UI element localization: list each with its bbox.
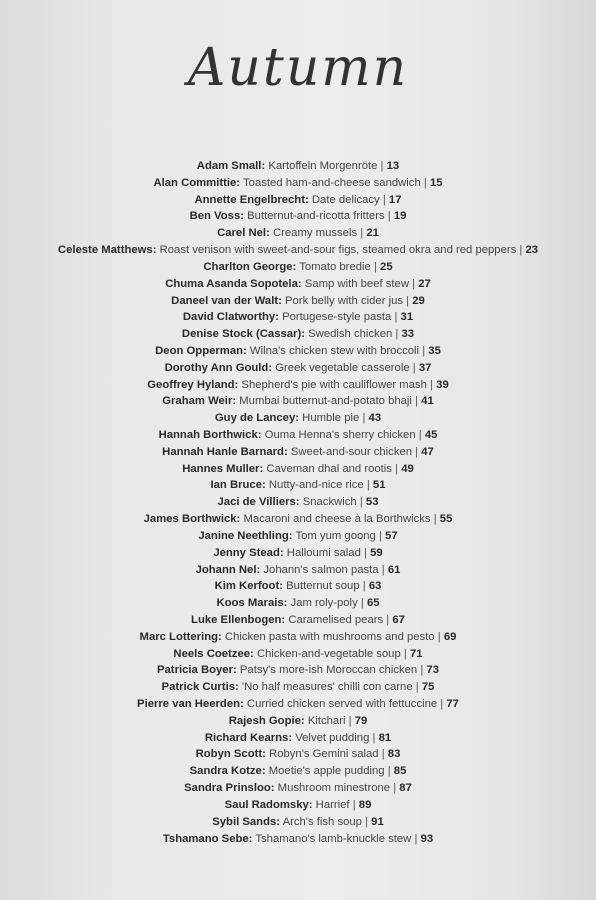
- list-item: [8, 393, 588, 410]
- separator: |: [417, 664, 427, 677]
- recipe-title: Sweet-and-sour chicken: [290, 445, 413, 458]
- recipe-title: Swedish chicken: [308, 328, 393, 341]
- recipe-title: Butternut soup: [286, 580, 360, 593]
- separator: |: [360, 546, 371, 559]
- separator: |: [361, 815, 372, 828]
- recipe-title: Roast venison with sweet-and-sour figs, steamed okra and red peppers: [159, 244, 517, 257]
- separator: |: [359, 412, 369, 425]
- separator: |: [377, 160, 387, 172]
- list-item: [8, 545, 588, 562]
- list-item: [8, 814, 588, 831]
- separator: |: [383, 613, 393, 626]
- contributor-name: Daneel van der Walt:: [171, 294, 282, 307]
- separator: |: [369, 731, 379, 744]
- page-number: 81: [378, 731, 392, 744]
- list-item: [8, 427, 588, 444]
- recipe-title: Wilna's chicken stew with broccoli: [249, 344, 420, 357]
- page-number: 71: [409, 647, 423, 660]
- separator: |: [434, 630, 444, 643]
- separator: |: [370, 260, 381, 273]
- separator: |: [430, 513, 440, 526]
- contributor-name: Sandra Kotze:: [189, 765, 266, 778]
- separator: |: [378, 563, 388, 576]
- page-number: 67: [392, 613, 405, 626]
- recipe-title: Chicken-and-vegetable soup: [256, 647, 401, 660]
- contributor-name: Janine Neethling:: [198, 529, 293, 542]
- recipe-title: Portugese-style pasta: [282, 311, 392, 324]
- list-item: [8, 562, 588, 579]
- contributor-name: Dorothy Ann Gould:: [164, 361, 273, 374]
- list-item: [8, 242, 588, 259]
- page-number: 49: [401, 462, 414, 475]
- page-number: 37: [418, 361, 432, 374]
- page-number: 63: [368, 580, 382, 593]
- separator: |: [345, 714, 355, 727]
- page-number: 43: [368, 412, 382, 425]
- list-item: [8, 259, 588, 276]
- contributor-name: Kim Kerfoot:: [214, 580, 283, 593]
- recipe-title: Nutty-and-nice rice: [268, 479, 364, 492]
- separator: |: [400, 647, 410, 660]
- contributor-name: Adam Small:: [196, 160, 266, 172]
- page-number: 45: [424, 429, 438, 441]
- recipe-title: Date delicacy: [311, 193, 380, 206]
- separator: |: [349, 798, 359, 811]
- recipe-title: Mumbai butternut-and-potato bhaji: [239, 395, 412, 408]
- list-item: [8, 293, 588, 310]
- page-number: 55: [439, 513, 453, 526]
- recipe-title: Jam roly-poly: [290, 597, 358, 610]
- page-number: 87: [399, 782, 412, 795]
- separator: |: [391, 311, 401, 324]
- contributor-name: Luke Ellenbogen:: [191, 613, 286, 626]
- recipe-index-list: [8, 158, 588, 847]
- contributor-name: Neels Coetzee:: [173, 647, 254, 660]
- page-number: 77: [446, 698, 459, 710]
- page-number: 47: [421, 445, 434, 458]
- recipe-title: Macaroni and cheese à la Borthwicks: [243, 513, 431, 526]
- page-number: 89: [358, 798, 372, 811]
- recipe-title: Mushroom minestrone: [277, 782, 391, 795]
- separator: |: [412, 445, 422, 458]
- contributor-name: Sandra Prinsloo:: [184, 782, 275, 795]
- contributor-name: Annette Engelbrecht:: [194, 193, 309, 206]
- page-number: 33: [401, 328, 415, 341]
- separator: |: [359, 580, 369, 593]
- contributor-name: Robyn Scott:: [195, 748, 266, 761]
- separator: |: [357, 227, 367, 240]
- list-item: [8, 477, 588, 494]
- contributor-name: Sybil Sands:: [212, 815, 281, 828]
- page-number: 79: [354, 714, 368, 727]
- list-item: [8, 276, 588, 293]
- list-item: [8, 158, 588, 175]
- recipe-title: Patsy's more-ish Moroccan chicken: [239, 664, 418, 677]
- recipe-title: Johann's salmon pasta: [263, 563, 379, 576]
- separator: |: [409, 361, 419, 374]
- contributor-name: Denise Stock (Cassar):: [181, 328, 305, 341]
- contributor-name: Marc Lottering:: [139, 630, 222, 643]
- list-item: [8, 595, 588, 612]
- page-number: 85: [393, 765, 407, 778]
- list-item: [8, 225, 588, 242]
- page-number: 57: [385, 529, 398, 542]
- list-item: [8, 309, 588, 326]
- list-item: [8, 192, 588, 209]
- page-number: 65: [366, 597, 380, 610]
- contributor-name: Graham Weir:: [162, 395, 237, 408]
- page-number: 17: [388, 193, 402, 206]
- page-number: 21: [366, 227, 379, 240]
- contributor-name: David Clatworthy:: [182, 311, 279, 324]
- separator: |: [403, 294, 413, 307]
- recipe-title: Caramelised pears: [288, 613, 384, 626]
- list-item: [8, 646, 588, 663]
- page-number: 41: [421, 395, 434, 408]
- contributor-name: Carel Nel:: [217, 227, 270, 240]
- recipe-title: 'No half measures' chilli con carne: [241, 681, 413, 694]
- list-item: [8, 578, 588, 595]
- separator: |: [437, 698, 447, 710]
- page-number: 91: [371, 815, 384, 828]
- contributor-name: Hannes Muller:: [182, 462, 264, 475]
- recipe-title: Kartoffeln Morgenröte: [268, 160, 378, 172]
- recipe-title: Moetie's apple pudding: [268, 765, 385, 778]
- separator: |: [516, 244, 526, 257]
- page-title: Autumn: [187, 38, 409, 98]
- recipe-title: Samp with beef stew: [304, 277, 409, 290]
- page-number: 39: [436, 378, 449, 391]
- list-item: [8, 713, 588, 730]
- separator: |: [384, 765, 394, 778]
- recipe-title: Tom yum goong: [295, 529, 376, 542]
- page-number: 31: [400, 311, 414, 324]
- recipe-title: Robyn's Gemini salad: [269, 748, 379, 761]
- list-item: [8, 528, 588, 545]
- separator: |: [357, 597, 367, 610]
- recipe-title: Tshamano's lamb-knuckle stew: [255, 832, 412, 845]
- separator: |: [356, 496, 366, 509]
- list-item: [8, 494, 588, 511]
- page-number: 13: [386, 160, 400, 172]
- list-item: [8, 679, 588, 696]
- contributor-name: Jaci de Villiers:: [217, 496, 300, 509]
- list-item: [8, 326, 588, 343]
- contributor-name: Pierre van Heerden:: [137, 698, 244, 710]
- separator: |: [384, 210, 394, 223]
- list-item: [8, 780, 588, 797]
- recipe-title: Caveman dhal and rootis: [266, 462, 392, 475]
- recipe-title: Harrief: [315, 798, 350, 811]
- separator: |: [409, 277, 419, 290]
- separator: |: [375, 529, 386, 542]
- page-number: 27: [418, 277, 431, 290]
- page-number: 19: [393, 210, 407, 223]
- contributor-name: James Borthwick:: [143, 513, 241, 526]
- recipe-title: Ouma Henna's sherry chicken: [264, 429, 416, 441]
- page-number: 69: [443, 630, 457, 643]
- list-item: [8, 612, 588, 629]
- contributor-name: Tshamano Sebe:: [162, 832, 253, 845]
- list-item: [8, 696, 588, 713]
- list-item: [8, 360, 588, 377]
- page-number: 35: [428, 344, 441, 357]
- recipe-title: Toasted ham-and-cheese sandwich: [243, 176, 421, 189]
- recipe-title: Tomato bredie: [299, 260, 371, 273]
- contributor-name: Hannah Hanle Barnard:: [162, 445, 288, 458]
- separator: |: [426, 378, 437, 391]
- separator: |: [419, 344, 429, 357]
- page-number: 15: [429, 176, 443, 189]
- recipe-title: Creamy mussels: [272, 227, 358, 240]
- recipe-title: Chicken pasta with mushrooms and pesto: [224, 630, 435, 643]
- contributor-name: Deon Opperman:: [155, 344, 247, 357]
- separator: |: [391, 462, 402, 475]
- separator: |: [420, 176, 430, 189]
- list-item: [8, 377, 588, 394]
- contributor-name: Ben Voss:: [189, 210, 244, 223]
- recipe-title: Snackwich: [302, 496, 357, 509]
- list-item: [8, 410, 588, 427]
- separator: |: [378, 748, 388, 761]
- recipe-title: Velvet pudding: [295, 731, 370, 744]
- contributor-name: Celeste Matthews:: [57, 244, 157, 257]
- separator: |: [390, 782, 400, 795]
- page-number: 23: [525, 244, 539, 257]
- separator: |: [392, 328, 402, 341]
- page-number: 59: [370, 546, 383, 559]
- contributor-name: Rajesh Gopie:: [228, 714, 305, 727]
- contributor-name: Patricia Boyer:: [156, 664, 237, 677]
- recipe-title: Arch's fish soup: [282, 815, 362, 828]
- page-number: 83: [387, 748, 401, 761]
- contributor-name: Ian Bruce:: [210, 479, 266, 492]
- contributor-name: Jenny Stead:: [213, 546, 284, 559]
- contributor-name: Charlton George:: [203, 260, 297, 273]
- contributor-name: Guy de Lancey:: [214, 412, 300, 425]
- separator: |: [412, 681, 422, 694]
- list-item: [8, 746, 588, 763]
- contributor-name: Alan Committie:: [153, 176, 241, 189]
- page-number: 73: [426, 664, 439, 677]
- list-item: [8, 208, 588, 225]
- recipe-title: Kitchari: [307, 714, 346, 727]
- recipe-title: Halloumi salad: [286, 546, 361, 559]
- list-item: [8, 831, 588, 848]
- list-item: [8, 343, 588, 360]
- page-number: 29: [412, 294, 425, 307]
- separator: |: [379, 193, 389, 206]
- contributor-name: Geoffrey Hyland:: [147, 378, 239, 391]
- separator: |: [415, 429, 425, 441]
- contributor-name: Hannah Borthwick:: [158, 429, 262, 441]
- recipe-title: Curried chicken served with fettuccine: [246, 698, 438, 710]
- page-number: 25: [380, 260, 393, 273]
- contributor-name: Saul Radomsky:: [224, 798, 313, 811]
- recipe-title: Pork belly with cider jus: [285, 294, 404, 307]
- page-number: 75: [421, 681, 435, 694]
- list-item: [8, 662, 588, 679]
- separator: |: [363, 479, 373, 492]
- contributor-name: Chuma Asanda Sopotela:: [165, 277, 302, 290]
- list-item: [8, 763, 588, 780]
- list-item: [8, 444, 588, 461]
- contributor-name: Patrick Curtis:: [161, 681, 239, 694]
- contributor-name: Richard Kearns:: [204, 731, 293, 744]
- separator: |: [411, 395, 422, 408]
- recipe-title: Greek vegetable casserole: [275, 361, 410, 374]
- list-item: [8, 461, 588, 478]
- contributor-name: Koos Marais:: [216, 597, 288, 610]
- list-item: [8, 797, 588, 814]
- list-item: [8, 511, 588, 528]
- separator: |: [411, 832, 421, 845]
- recipe-title: Butternut-and-ricotta fritters: [247, 210, 385, 223]
- page-number: 93: [420, 832, 434, 845]
- page-number: 61: [387, 563, 401, 576]
- list-item: [8, 629, 588, 646]
- page-number: 53: [365, 496, 379, 509]
- recipe-title: Humble pie: [302, 412, 360, 425]
- page-number: 51: [372, 479, 386, 492]
- list-item: [8, 175, 588, 192]
- recipe-title: Shepherd's pie with cauliflower mash: [241, 378, 427, 391]
- list-item: [8, 730, 588, 747]
- contributor-name: Johann Nel:: [195, 563, 261, 576]
